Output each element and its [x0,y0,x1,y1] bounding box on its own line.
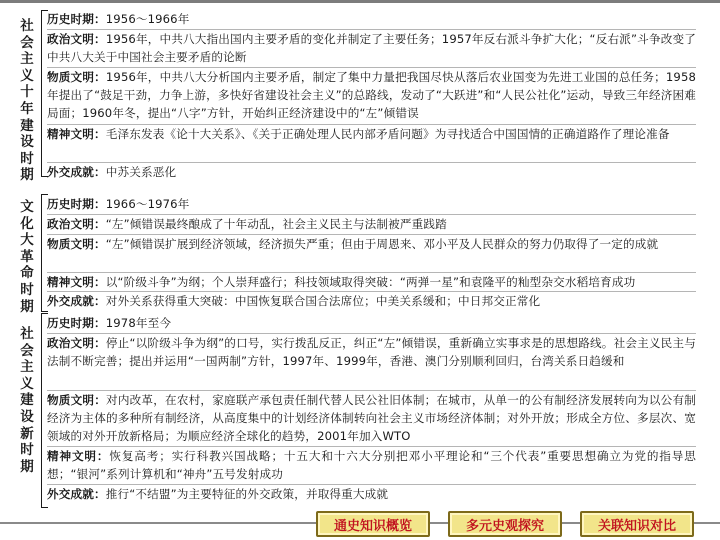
row-period1-material: 物质文明：1956年，中共八大分析国内主要矛盾，制定了集中力量把我国尽快从落后农业国变为先进工业国的总任务；1958年提出了“鼓足干劲，力争上游，多快好省建设社会主义”的总路线，发动了“大跃进”和“人民公社化”运动，导致三年经济困难局面；1960年冬，提出“八字”方针，开始纠正经济建设中的“左”倾错误 [47,70,696,121]
period-label-2: 文 化 大 革 命 时 期 [20,199,34,315]
row-period1-diplomacy: 外交成就：中苏关系恶化 [47,165,177,179]
row-period3-politics: 政治文明：停止“以阶级斗争为纲”的口号，实行拨乱反正，纠正“左”倾错误，重新确立实事求是的思想路线。社会主义民主与法制不断完善；提出并运用“一国两制”方针，1997年、1999年，香港、澳门分别顺利回归，台湾关系日趋缓和 [47,336,696,369]
row-period3-time: 历史时期：1978年至今 [47,316,172,330]
row-period3-diplomacy: 外交成就：推行“不结盟”为主要特征的外交政策，并取得重大成就 [47,487,389,501]
bottom-nav [316,511,694,537]
top-rule [0,0,720,3]
overview-button[interactable]: 通史知识概览 [316,511,430,537]
row-period3-spirit: 精神文明：恢复高考；实行科教兴国战略；十五大和十六大分别把邓小平理论和“三个代表”重要思想确立为党的指导思想；“银河”系列计算机和“神舟”五号发射成功 [47,449,696,482]
row-period1-time: 历史时期：1956～1966年 [47,12,190,26]
row-period1-spirit: 精神文明：毛泽东发表《论十大关系》、《关于正确处理人民内部矛盾问题》为寻找适合中国国情的正确道路作了理论准备 [47,127,670,141]
row-period2-material: 物质文明：“左”倾错误扩展到经济领域，经济损失严重；但由于周恩来、邓小平及人民群众的努力仍取得了一定的成就 [47,237,659,251]
row-period3-material: 物质文明：对内改革，在农村，家庭联产承包责任制代替人民公社旧体制；在城市，从单一的公有制经济发展转向为以公有制经济为主体的多种所有制经济，从高度集中的计划经济体制转向社会主义市场经济体制；对外开放；形成全方位、多层次、宽领域的对外开放新格局；为顺应经济全球化的趋势，2001年加入WTO [47,393,696,444]
comparison-button[interactable]: 关联知识对比 [580,511,694,537]
row-period2-politics: 政治文明：“左”倾错误最终酿成了十年动乱，社会主义民主与法制被严重践踏 [47,217,447,231]
row-period2-spirit: 精神文明：以“阶级斗争”为纲；个人崇拜盛行；科技领域取得突破：“两弹一星”和袁隆平的籼型杂交水稻培育成功 [47,275,636,289]
row-period2-time: 历史时期：1966～1976年 [47,197,190,211]
row-period1-politics: 政治文明：1956年，中共八大指出国内主要矛盾的变化并制定了主要任务；1957年反右派斗争扩大化；“反右派”斗争改变了中共八大关于中国社会主要矛盾的论断 [47,32,696,65]
period-label-1: 社 会 主 义 十 年 建 设 时 期 [20,18,34,184]
period-label-3: 社 会 主 义 建 设 新 时 期 [20,326,34,475]
row-period2-diplomacy: 外交成就：对外关系获得重大突破：中国恢复联合国合法席位；中美关系缓和；中日邦交正常化 [47,294,541,308]
perspective-button[interactable]: 多元史观探究 [448,511,562,537]
